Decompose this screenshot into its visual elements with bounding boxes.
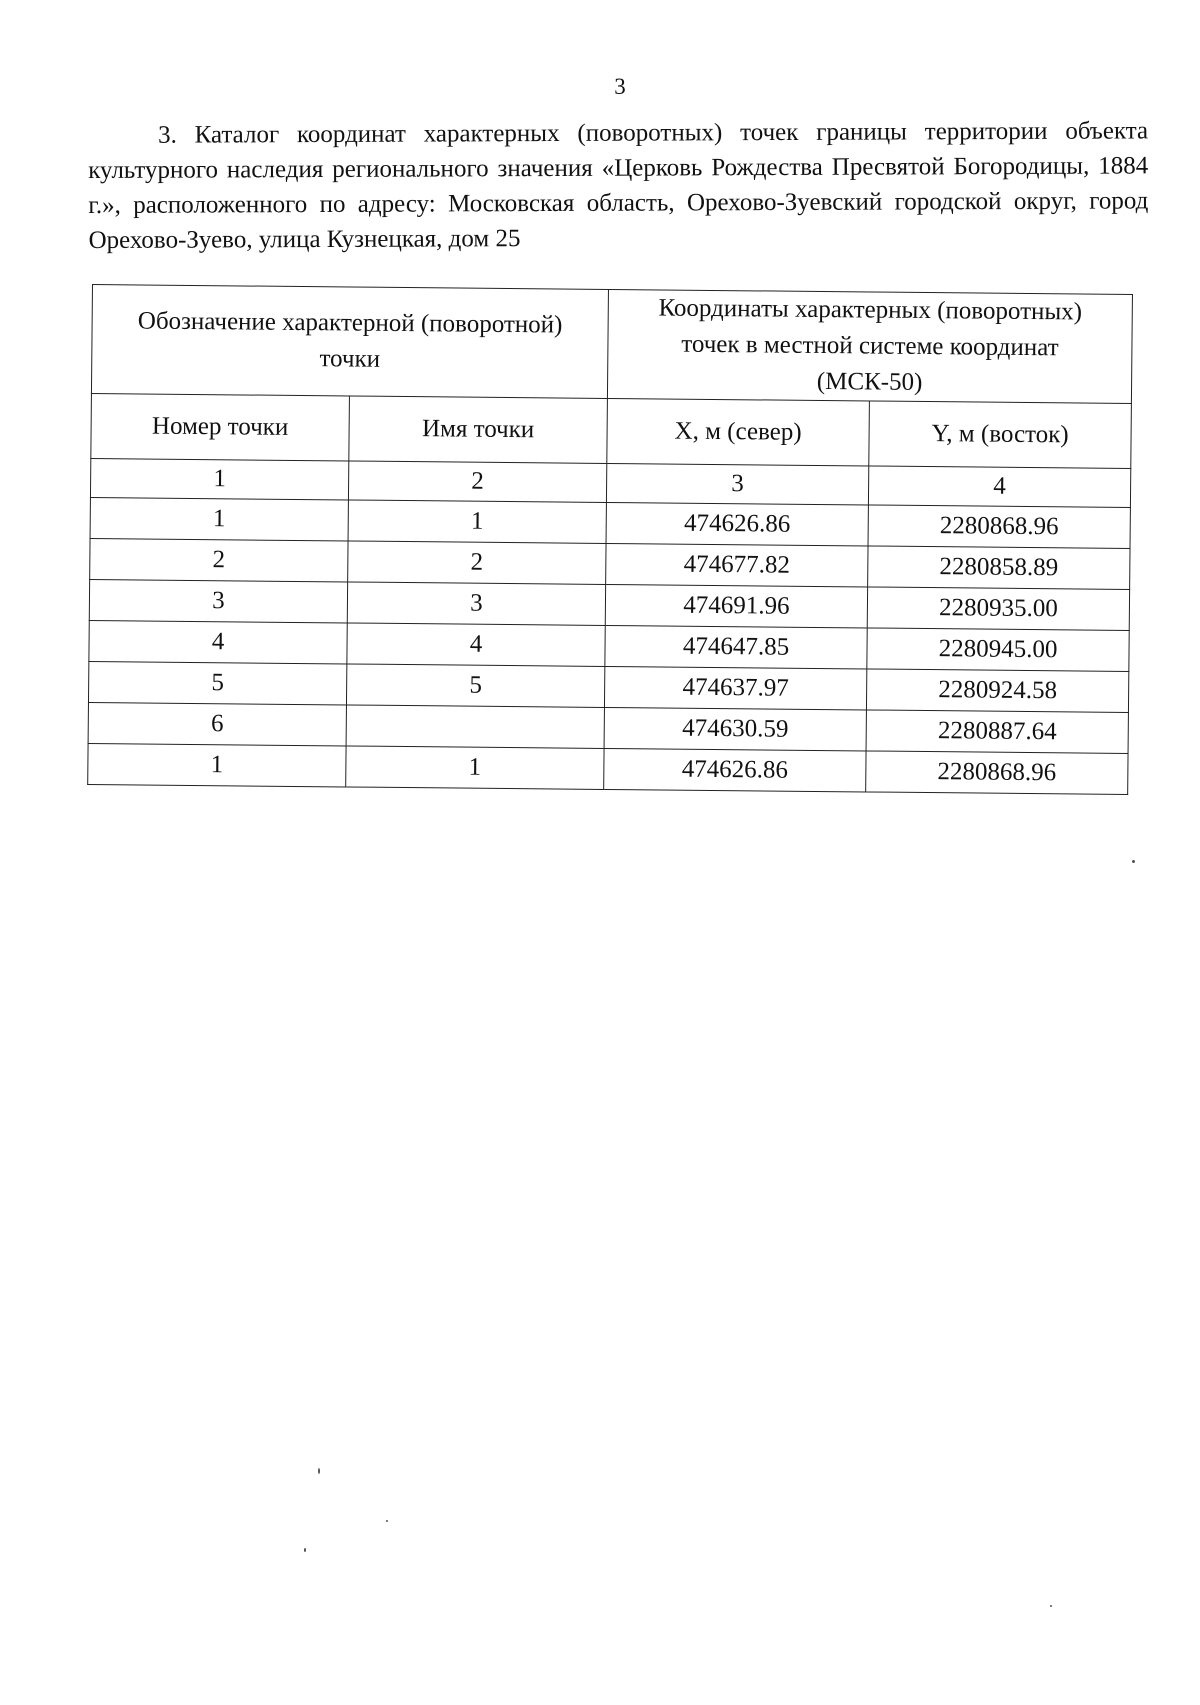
scan-speck [318, 1468, 320, 1474]
scan-speck [1050, 1605, 1052, 1607]
table-row [88, 743, 1128, 794]
column-number: 3 [606, 463, 868, 505]
x-coordinate: 474647.85 [605, 625, 867, 669]
point-number: 6 [88, 702, 346, 745]
x-coordinate: 474626.86 [604, 748, 866, 792]
scan-speck [304, 1548, 306, 1552]
column-number: 4 [868, 466, 1130, 508]
y-coordinate: 2280935.00 [867, 587, 1129, 631]
point-name: 3 [347, 582, 605, 625]
point-name: 1 [346, 746, 604, 789]
col-header-x: X, м (север) [607, 398, 870, 466]
intro-paragraph: 3. Каталог координат характерных (поворотных) точек границы территории объекта культурного наследия регионального значения «Церковь Рождества Пресвятой Богородицы, 1884 г.», расположенного по адресу: Московская область, Орехово-Зуевский городской округ, город Орехово-Зуево, улица Кузнецкая, дом 25 [88, 117, 1149, 254]
header-point-designation: Обозначение характерной (поворотной) точки [91, 285, 608, 399]
x-coordinate: 474626.86 [606, 502, 868, 546]
column-number: 2 [348, 461, 606, 502]
x-coordinate: 474630.59 [604, 707, 866, 751]
point-name: 4 [347, 623, 605, 666]
point-number: 4 [89, 620, 347, 663]
scan-speck [386, 1520, 388, 1522]
point-name [346, 705, 604, 748]
x-coordinate: 474691.96 [605, 584, 867, 628]
table-header-row [91, 285, 1132, 404]
point-number: 1 [88, 743, 346, 786]
coordinates-table-wrapper [87, 284, 1132, 795]
y-coordinate: 2280868.96 [868, 505, 1130, 549]
col-header-point-number: Номер точки [91, 393, 350, 460]
scan-speck [1132, 860, 1135, 863]
point-name: 2 [348, 541, 606, 584]
column-number: 1 [90, 458, 348, 499]
table-subheader-row [91, 393, 1132, 468]
y-coordinate: 2280858.89 [868, 546, 1130, 590]
page-number: 3 [614, 74, 626, 99]
y-coordinate: 2280868.96 [866, 751, 1128, 795]
point-name: 1 [348, 500, 606, 543]
point-number: 1 [90, 497, 348, 540]
coordinates-table [87, 284, 1133, 795]
y-coordinate: 2280945.00 [867, 628, 1129, 672]
point-number: 5 [88, 661, 346, 704]
y-coordinate: 2280924.58 [866, 669, 1128, 713]
x-coordinate: 474637.97 [604, 666, 866, 710]
y-coordinate: 2280887.64 [866, 710, 1128, 754]
col-header-y: Y, м (восток) [869, 401, 1132, 469]
col-header-point-name: Имя точки [349, 396, 608, 463]
header-coordinates: Координаты характерных (поворотных) точек в местной системе координат (МСК-50) [607, 289, 1132, 403]
point-number: 3 [89, 579, 347, 622]
x-coordinate: 474677.82 [606, 543, 868, 587]
point-number: 2 [90, 538, 348, 581]
point-name: 5 [346, 664, 604, 707]
